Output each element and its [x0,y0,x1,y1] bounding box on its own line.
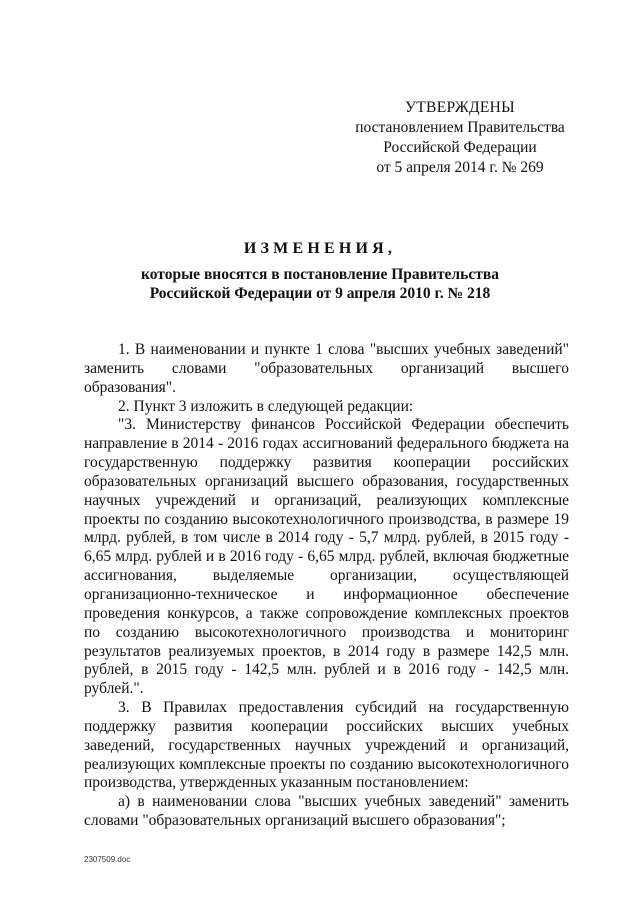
approval-block [340,98,580,178]
paragraph-5: а) в наименовании слова "высших учебных заведений" заменить словами "образовательных организаций высшего образования"; [84,793,569,830]
document-subtitle [0,265,640,303]
subtitle-line-2: Российской Федерации от 9 апреля 2010 г. № 218 [149,285,491,302]
paragraph-2: 2. Пункт 3 изложить в следующей редакции: [118,397,414,415]
subtitle-line-1: которые вносятся в постановление Правительства [141,266,499,283]
approval-line-resolution: постановлением Правительства [355,119,565,136]
paragraph-3: "3. Министерству финансов Российской Федерации обеспечить направление в 2014 - 2016 годах ассигнований федерального бюджета на государственную поддержку развития кооперации российских образовательных организаций высшего образования, государственных научных учреждений и организаций, реализующих комплексные проекты по созданию высокотехнологичного производства, в размере 19 млрд. рублей, в том числе в 2014 году - 5,7 млрд. рублей, в 2015 году - 6,65 млрд. рублей и в 2016 году - 6,65 млрд. рублей, включая бюджетные ассигнования, выделяемые организации, осуществляющей организационно-техническое и информационное обеспечение проведения конкурсов, а также сопровождение комплексных проектов по созданию высокотехнологичного производства и мониторинг результатов реализуемых проектов, в 2014 году в размере 142,5 млн. рублей, в 2015 году - 142,5 млн. рублей и в 2016 году - 142,5 млн. рублей.". [84,416,569,698]
approval-heading: УТВЕРЖДЕНЫ [405,99,515,116]
approval-line-federation: Российской Федерации [383,139,537,156]
paragraph-1: 1. В наименовании и пункте 1 слова "высших учебных заведений" заменить словами "образовательных организаций высшего образования". [84,341,569,396]
document-body [84,341,569,831]
approval-line-date: от 5 апреля 2014 г. № 269 [376,159,544,176]
paragraph-4: 3. В Правилах предоставления субсидий на государственную поддержку развития кооперации российских высших учебных заведений, государственных научных учреждений и организаций, реализующих комплексные проекты по созданию высокотехнологичного производства, утвержденных указанным постановлением: [84,699,569,792]
footer-filename: 2307509.doc [84,855,131,864]
document-title: ИЗМЕНЕНИЯ, [243,240,397,257]
